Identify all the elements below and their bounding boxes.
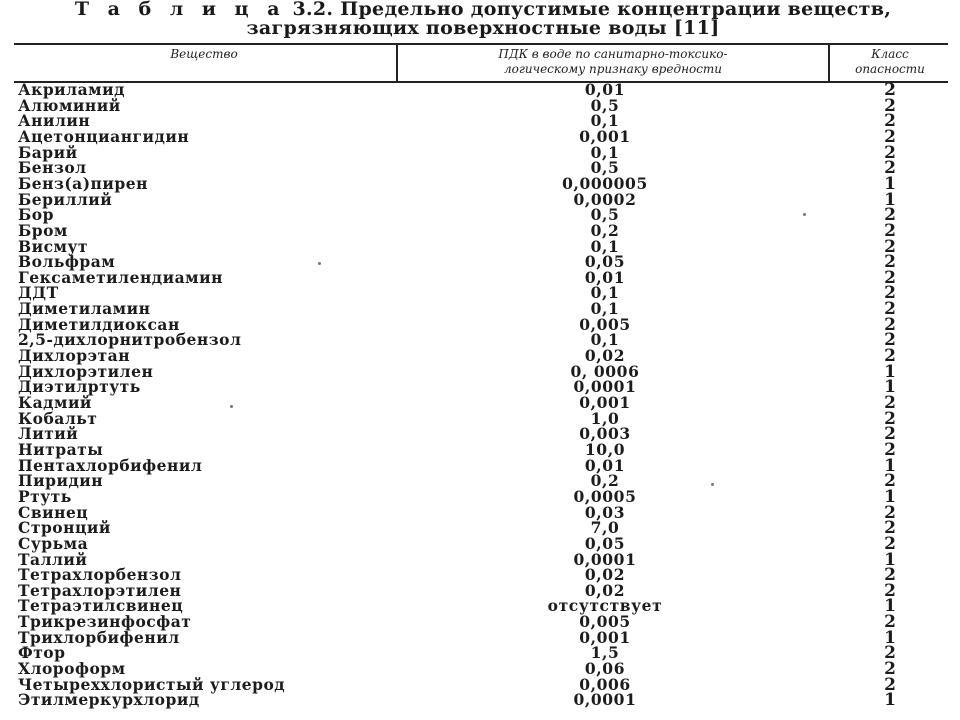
hazard-class: 2	[884, 439, 896, 460]
table-row	[0, 455, 960, 476]
header-hazard-class	[828, 45, 950, 83]
substance-name: Вольфрам	[18, 252, 116, 272]
mpc-value: 0,001	[579, 627, 631, 647]
hazard-class: 1	[884, 361, 896, 382]
mpc-value: 0,02	[584, 565, 626, 585]
scan-speck	[711, 483, 714, 486]
mpc-value: 0,0005	[573, 486, 637, 506]
mpc-value: 7,0	[590, 518, 620, 538]
mpc-value: 0,2	[590, 220, 620, 240]
mpc-value: 0,1	[590, 330, 620, 350]
hazard-class: 1	[884, 486, 896, 507]
mpc-value: 1,0	[590, 408, 620, 428]
table-row	[0, 395, 960, 411]
header-mpc-line-1: ПДК в воде по санитарно-токсико-	[498, 47, 728, 61]
mpc-value: 0,1	[590, 236, 620, 256]
table-row	[0, 361, 960, 382]
substance-name: Ацетонциангидин	[18, 126, 190, 146]
hazard-class: 1	[884, 189, 896, 210]
table-row	[0, 408, 960, 429]
substance-name: Кобальт	[18, 408, 98, 428]
mpc-value: 0,01	[584, 455, 626, 475]
mpc-value: 0,0002	[573, 189, 637, 209]
mpc-value: 0,06	[584, 659, 626, 679]
hazard-class: 2	[884, 220, 896, 241]
table-row	[0, 486, 960, 507]
title-label: Т а б л и ц а	[74, 0, 286, 20]
substance-name: Пиридин	[18, 471, 104, 491]
mpc-value: 0,001	[579, 126, 631, 146]
hazard-class: 2	[884, 236, 896, 257]
scan-speck	[803, 213, 806, 216]
table-row	[0, 471, 960, 492]
substance-name: Хлороформ	[18, 659, 126, 679]
table-row	[0, 330, 960, 351]
hazard-class: 2	[884, 205, 896, 226]
mpc-value: 0,1	[590, 111, 620, 131]
mpc-value: 0,1	[590, 142, 620, 162]
mpc-value: 0,03	[584, 502, 626, 522]
hazard-class: 2	[884, 408, 896, 429]
mpc-value: 0,05	[584, 252, 626, 272]
substance-name: Этилмеркурхлорид	[18, 690, 200, 710]
hazard-class: 2	[884, 424, 896, 445]
table-row	[0, 236, 960, 257]
mpc-value: 0,02	[584, 580, 626, 600]
mpc-value: 0,1	[590, 283, 620, 303]
hazard-class: 2	[884, 314, 896, 335]
hazard-class: 2	[884, 267, 896, 288]
hazard-class: 2	[884, 580, 896, 601]
header-class-line-1: Класс	[871, 47, 909, 61]
substance-name: Гексаметилендиамин	[18, 267, 223, 287]
substance-name: Литий	[18, 424, 79, 444]
mpc-value: 0,0001	[573, 690, 637, 710]
table-row	[0, 377, 960, 398]
mpc-value: 0, 0006	[570, 361, 640, 381]
mpc-value: 0,006	[579, 674, 631, 694]
mpc-value: 0,02	[584, 346, 626, 366]
substance-name: Дихлорэтан	[18, 346, 131, 366]
table-row	[0, 189, 960, 210]
substance-name: 2,5-дихлорнитробензол	[18, 330, 242, 350]
hazard-class: 2	[884, 471, 896, 492]
header-class-line-2: опасности	[855, 62, 925, 76]
scan-speck	[230, 405, 233, 408]
mpc-value: 0,005	[579, 612, 631, 632]
scan-speck	[318, 262, 321, 265]
mpc-value: 0,1	[590, 299, 620, 319]
substance-name: Кадмий	[18, 393, 92, 412]
hazard-class: 2	[884, 533, 896, 554]
header-mpc	[396, 45, 828, 83]
substance-name: ДДТ	[18, 283, 59, 303]
hazard-class: 2	[884, 612, 896, 633]
hazard-class: 1	[884, 455, 896, 476]
table-row	[0, 627, 960, 648]
substance-name: Стронций	[18, 518, 111, 538]
table-row	[0, 267, 960, 288]
substance-name: Трикрезинфосфат	[18, 612, 192, 632]
hazard-class: 1	[884, 690, 896, 711]
substance-name: Четыреххлористый углерод	[18, 674, 286, 694]
hazard-class: 2	[884, 283, 896, 304]
hazard-class: 2	[884, 502, 896, 523]
substance-name: Нитраты	[18, 439, 104, 459]
substance-name: Диметилдиоксан	[18, 314, 180, 334]
substance-name: Бром	[18, 220, 68, 240]
substance-name: Диметиламин	[18, 299, 151, 319]
mpc-value: 0,005	[579, 314, 631, 334]
table-row	[0, 173, 960, 194]
table-row	[0, 643, 960, 664]
substance-name: Диэтилртуть	[18, 377, 141, 397]
hazard-class: 1	[884, 627, 896, 648]
table-row	[0, 82, 960, 98]
title-number: 3.2.	[292, 0, 334, 20]
hazard-class: 2	[884, 142, 896, 163]
mpc-value: отсутствует	[547, 596, 663, 616]
table-row	[0, 142, 960, 163]
mpc-value: 0,5	[590, 205, 620, 225]
header-mpc-line-2: логическому признаку вредности	[503, 62, 723, 76]
substance-name: Анилин	[18, 111, 91, 131]
hazard-class: 2	[884, 565, 896, 586]
substance-name: Свинец	[18, 502, 89, 522]
table-row	[0, 502, 960, 523]
mpc-value: 0,5	[590, 158, 620, 178]
hazard-class: 2	[884, 393, 896, 413]
substance-name: Пентахлорбифенил	[18, 455, 203, 475]
substance-name: Бор	[18, 205, 54, 225]
hazard-class: 2	[884, 80, 896, 100]
substance-name: Дихлорэтилен	[18, 361, 154, 381]
substance-name: Таллий	[18, 549, 88, 569]
substance-name: Акриламид	[18, 80, 125, 99]
hazard-class: 2	[884, 659, 896, 680]
table-header	[14, 43, 948, 83]
mpc-value: 0,05	[584, 533, 626, 553]
mpc-value: 0,000005	[562, 173, 648, 193]
mpc-value: 0,001	[579, 393, 631, 412]
table-row	[0, 690, 960, 711]
table-row	[0, 424, 960, 445]
hazard-class: 2	[884, 643, 896, 664]
substance-name: Сурьма	[18, 533, 89, 553]
header-substance: Вещество	[170, 47, 238, 61]
hazard-class: 2	[884, 674, 896, 695]
mpc-value: 0,01	[584, 80, 626, 99]
substance-name: Ртуть	[18, 486, 72, 506]
hazard-class: 2	[884, 158, 896, 179]
mpc-value: 10,0	[584, 439, 626, 459]
mpc-value: 0,0001	[573, 549, 637, 569]
hazard-class: 2	[884, 330, 896, 351]
mpc-value: 0,5	[590, 95, 620, 115]
hazard-class: 1	[884, 377, 896, 398]
hazard-class: 2	[884, 126, 896, 147]
hazard-class: 2	[884, 346, 896, 367]
table-row	[0, 518, 960, 539]
table-row	[0, 126, 960, 147]
hazard-class: 2	[884, 252, 896, 273]
hazard-class: 1	[884, 596, 896, 617]
substance-name: Висмут	[18, 236, 89, 256]
substance-name: Трихлорбифенил	[18, 627, 180, 647]
substance-name: Тетрахлорбензол	[18, 565, 182, 585]
substance-name: Барий	[18, 142, 78, 162]
hazard-class: 2	[884, 518, 896, 539]
hazard-class: 2	[884, 299, 896, 320]
substance-name: Тетраэтилсвинец	[18, 596, 184, 616]
mpc-value: 0,2	[590, 471, 620, 491]
substance-name: Алюминий	[18, 95, 121, 115]
table-row	[0, 533, 960, 554]
hazard-class: 2	[884, 111, 896, 132]
mpc-value: 0,003	[579, 424, 631, 444]
mpc-value: 1,5	[590, 643, 620, 663]
hazard-class: 1	[884, 549, 896, 570]
substance-name: Бензол	[18, 158, 87, 178]
mpc-value: 0,01	[584, 267, 626, 287]
table-title	[18, 0, 948, 38]
substance-name: Бериллий	[18, 189, 113, 209]
hazard-class: 1	[884, 173, 896, 194]
substance-name: Бенз(а)пирен	[18, 173, 148, 193]
table-row	[0, 220, 960, 241]
table-row	[0, 205, 960, 226]
substance-name: Тетрахлорэтилен	[18, 580, 182, 600]
title-text: Предельно допустимые концентрации веществ,	[340, 0, 892, 20]
substance-name: Фтор	[18, 643, 66, 663]
title-line-2: загрязняющих поверхностные воды [11]	[246, 17, 720, 39]
table-row	[0, 95, 960, 116]
mpc-value: 0,0001	[573, 377, 637, 397]
hazard-class: 2	[884, 95, 896, 116]
